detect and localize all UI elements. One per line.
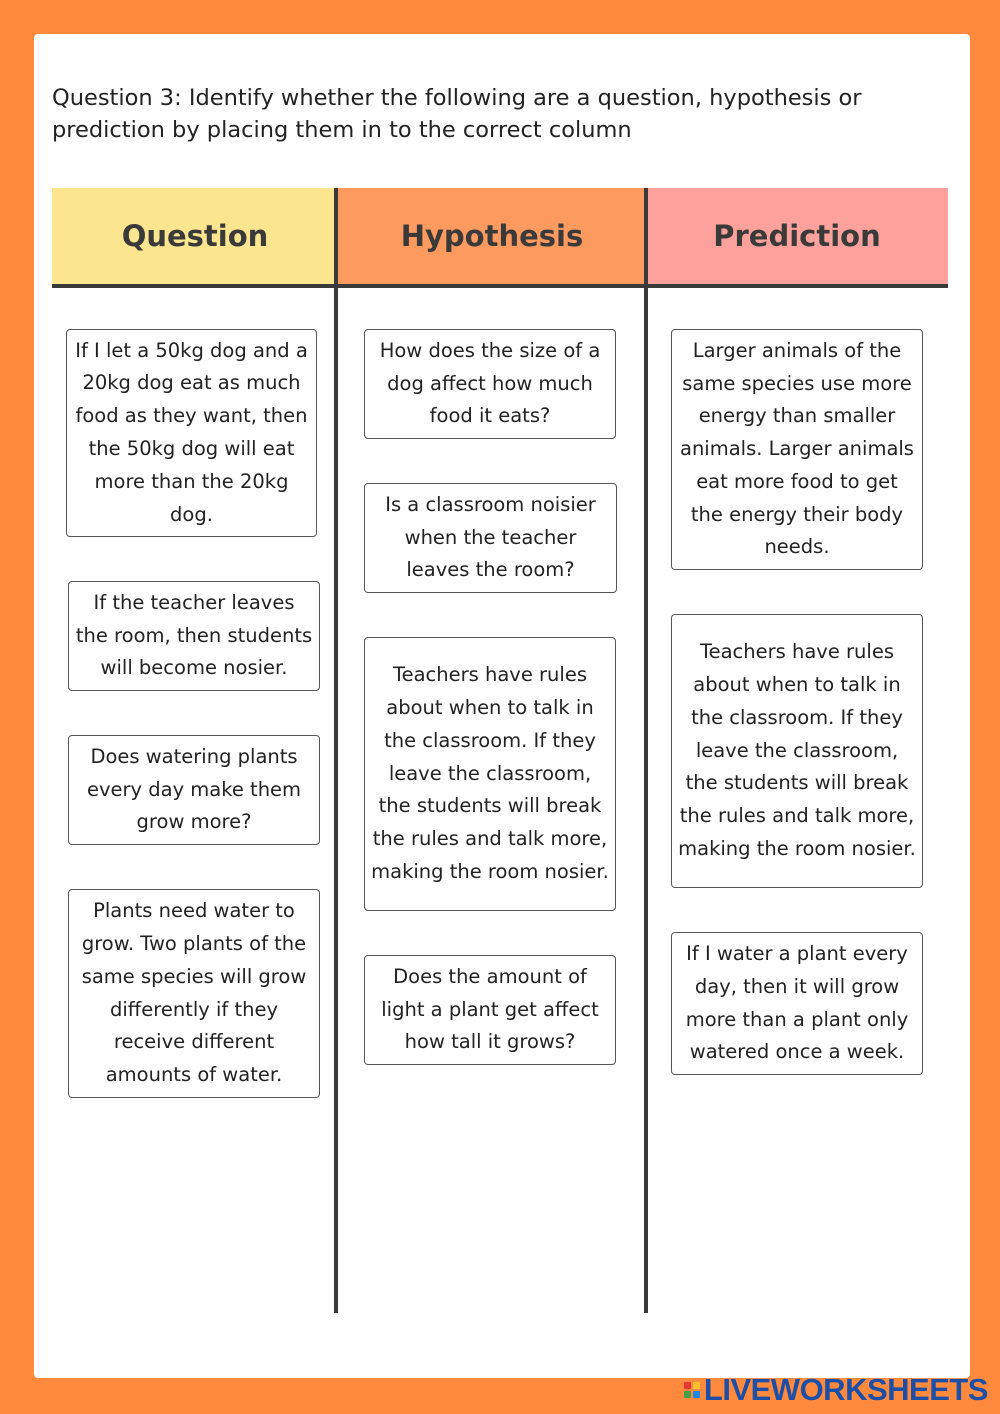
- column-header-question: Question: [52, 188, 338, 284]
- drag-card[interactable]: How does the size of a dog affect how much food it eats?: [364, 329, 616, 439]
- brand-name: LIVEWORKSHEETS: [703, 1372, 988, 1407]
- drag-card[interactable]: Teachers have rules about when to talk in the classroom. If they leave the classroom, the students will break the rules and talk more, making the room nosier.: [671, 614, 923, 888]
- drag-card[interactable]: Plants need water to grow. Two plants of the same species will grow differently if they receive different amounts of water.: [68, 889, 320, 1098]
- drag-card[interactable]: If the teacher leaves the room, then students will become nosier.: [68, 581, 320, 691]
- worksheet-page: [34, 34, 970, 1378]
- drag-card[interactable]: If I water a plant every day, then it will grow more than a plant only watered once a week.: [671, 932, 923, 1075]
- liveworksheets-mark-icon: [684, 1382, 700, 1398]
- header-divider: [52, 284, 948, 288]
- drag-card[interactable]: Teachers have rules about when to talk in the classroom. If they leave the classroom, the students will break the rules and talk more, making the room nosier.: [364, 637, 616, 911]
- column-header-prediction: Prediction: [646, 188, 948, 284]
- instructions-text: Question 3: Identify whether the following are a question, hypothesis or prediction by placing them in to the correct column: [52, 85, 862, 143]
- liveworksheets-logo: [684, 1372, 988, 1408]
- column-header-hypothesis: Hypothesis: [338, 188, 646, 284]
- drag-card[interactable]: Does watering plants every day make them grow more?: [68, 735, 320, 845]
- drag-card[interactable]: Does the amount of light a plant get affect how tall it grows?: [364, 955, 616, 1065]
- column-divider-2: [644, 188, 648, 1313]
- drag-card[interactable]: If I let a 50kg dog and a 20kg dog eat as much food as they want, then the 50kg dog will eat more than the 20kg dog.: [66, 329, 317, 537]
- drag-card[interactable]: Is a classroom noisier when the teacher leaves the room?: [364, 483, 617, 593]
- column-divider-1: [334, 188, 338, 1313]
- drag-card[interactable]: Larger animals of the same species use more energy than smaller animals. Larger animals eat more food to get the energy their body needs.: [671, 329, 923, 570]
